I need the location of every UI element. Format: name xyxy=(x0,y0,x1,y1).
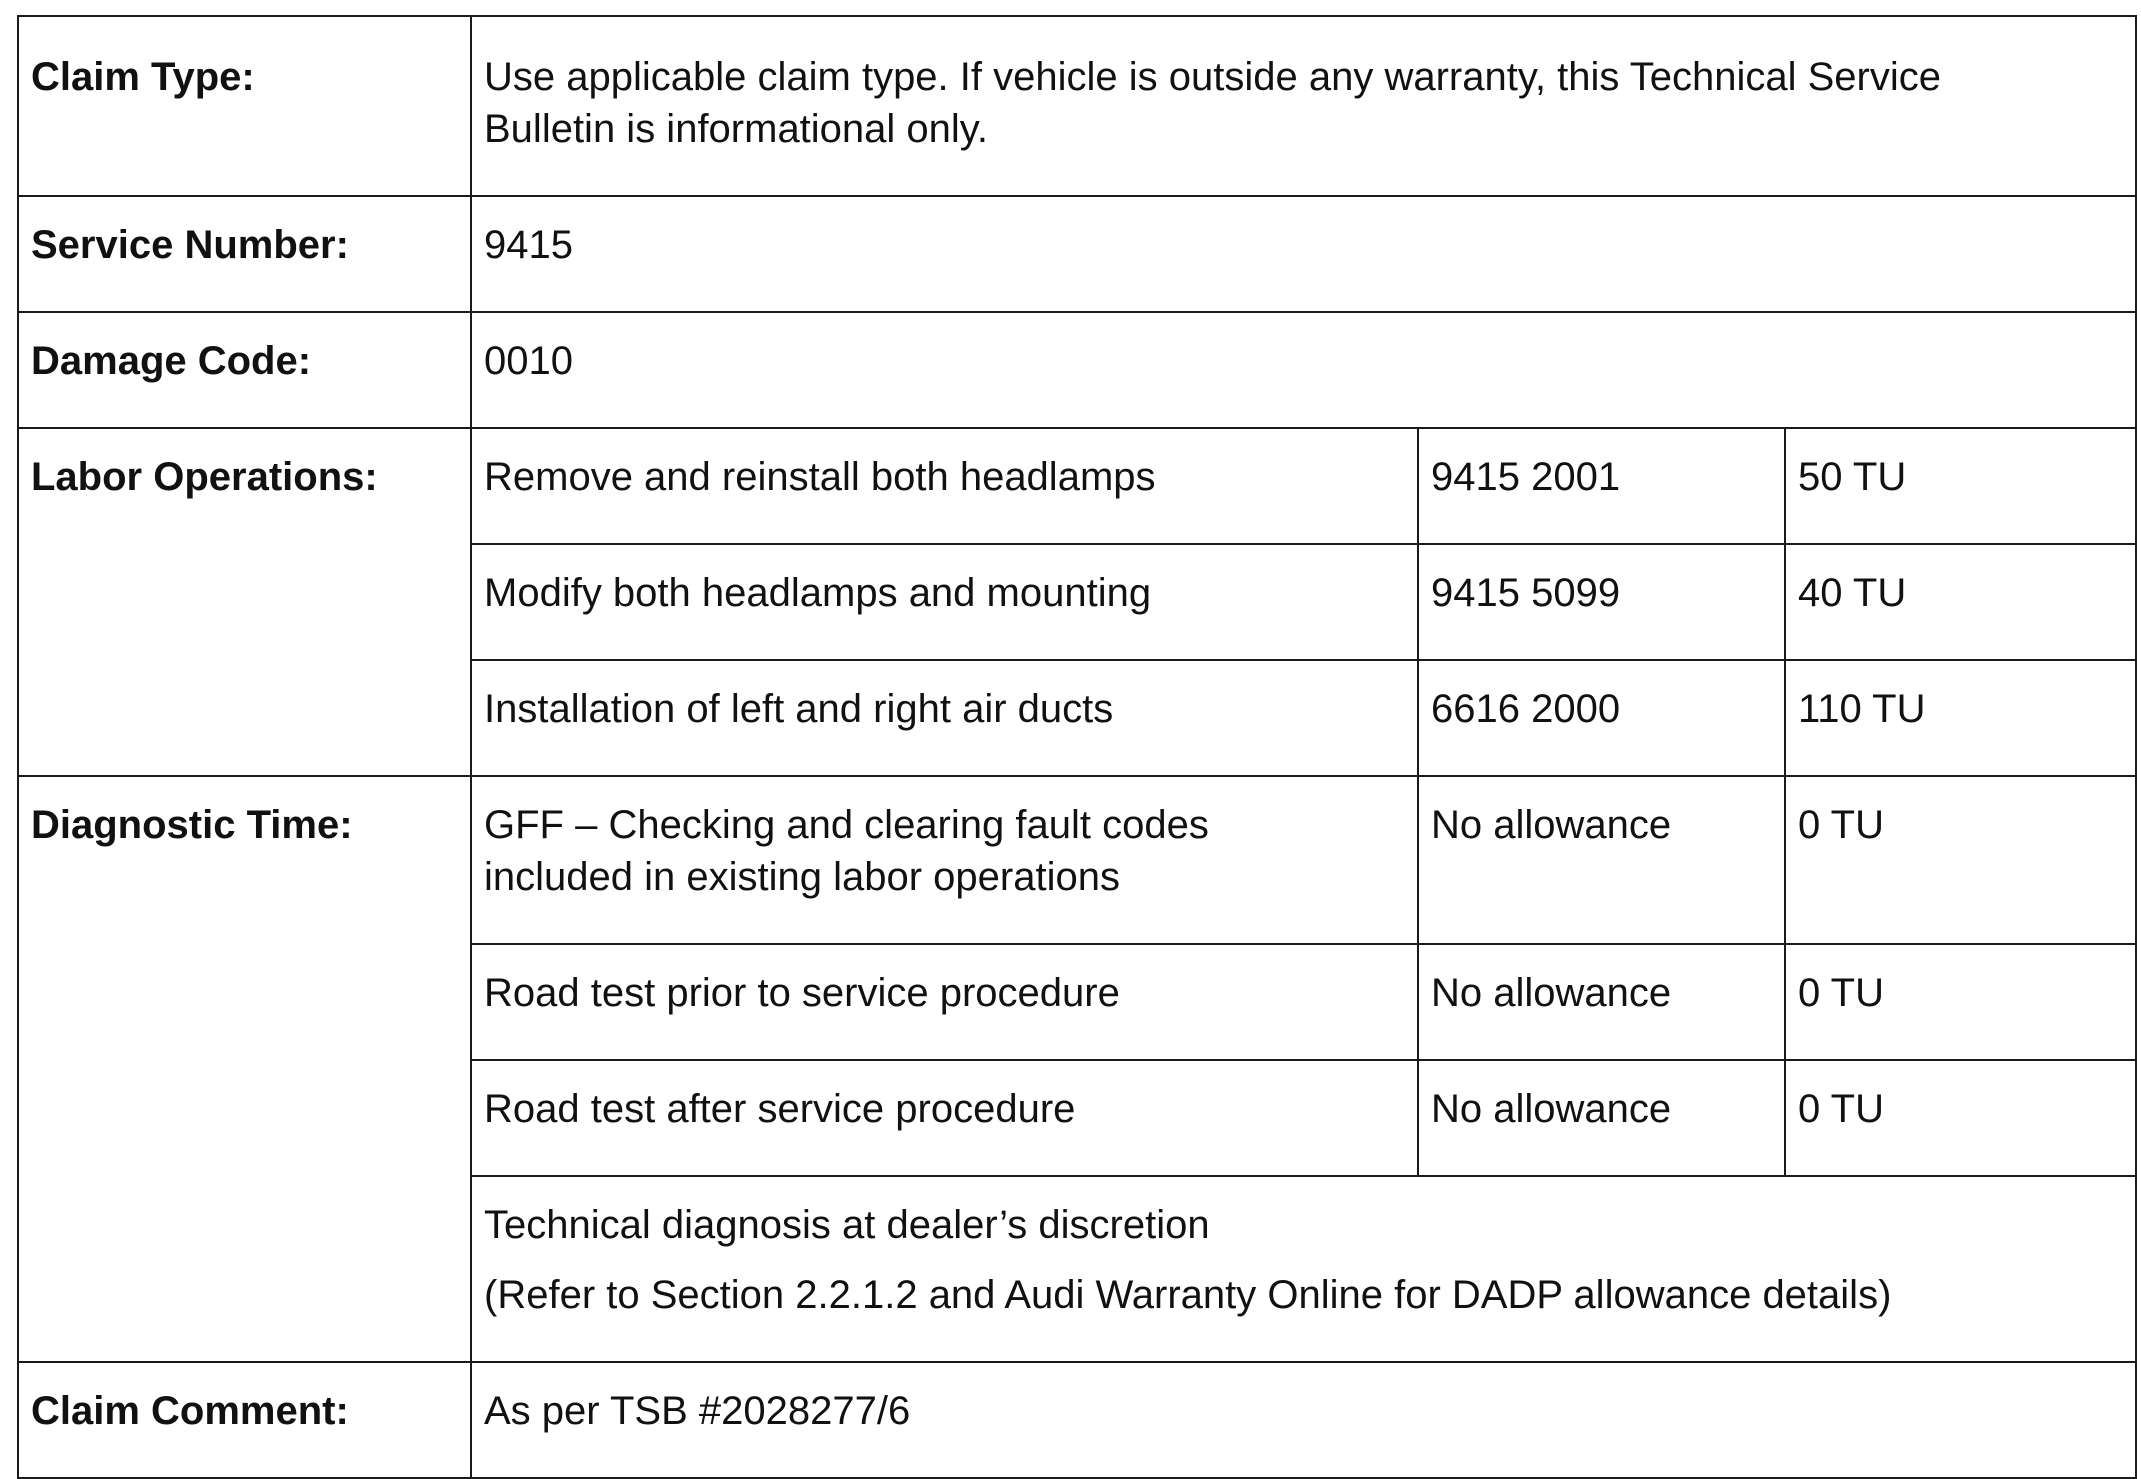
labor-operation-time: 50 TU xyxy=(1785,428,2136,544)
damage-code-label: Damage Code: xyxy=(18,312,471,428)
diagnostic-note-line-1: Technical diagnosis at dealer’s discretion xyxy=(484,1203,1210,1247)
diagnostic-time-row xyxy=(18,776,2136,944)
diagnostic-description: Road test prior to service procedure xyxy=(471,944,1418,1060)
labor-operation-description: Installation of left and right air ducts xyxy=(471,660,1418,776)
service-number-value: 9415 xyxy=(471,196,2136,312)
claim-comment-row xyxy=(18,1362,2136,1478)
diagnostic-note xyxy=(471,1176,2136,1362)
diagnostic-note-line-2: (Refer to Section 2.2.1.2 and Audi Warranty Online for DADP allowance details) xyxy=(484,1273,1892,1317)
damage-code-row xyxy=(18,312,2136,428)
claim-type-value xyxy=(471,16,2136,196)
diagnostic-description: Road test after service procedure xyxy=(471,1060,1418,1176)
diagnostic-time-value: 0 TU xyxy=(1785,1060,2136,1176)
diagnostic-code: No allowance xyxy=(1418,1060,1785,1176)
diagnostic-description xyxy=(471,776,1418,944)
diagnostic-code: No allowance xyxy=(1418,776,1785,944)
service-number-row xyxy=(18,196,2136,312)
labor-operation-description: Remove and reinstall both headlamps xyxy=(471,428,1418,544)
labor-operation-row xyxy=(18,428,2136,544)
diagnostic-time-value: 0 TU xyxy=(1785,944,2136,1060)
claim-type-row xyxy=(18,16,2136,196)
labor-operation-time: 40 TU xyxy=(1785,544,2136,660)
diagnostic-code: No allowance xyxy=(1418,944,1785,1060)
diagnostic-time-value: 0 TU xyxy=(1785,776,2136,944)
damage-code-value: 0010 xyxy=(471,312,2136,428)
labor-operations-label: Labor Operations: xyxy=(18,428,471,776)
claim-comment-label: Claim Comment: xyxy=(18,1362,471,1478)
labor-operation-time: 110 TU xyxy=(1785,660,2136,776)
warranty-claim-table xyxy=(17,15,2137,1479)
claim-type-text-line-1: Use applicable claim type. If vehicle is outside any warranty, this Technical Service xyxy=(484,55,1941,99)
diagnostic-time-label: Diagnostic Time: xyxy=(18,776,471,1362)
labor-operation-code: 9415 2001 xyxy=(1418,428,1785,544)
claim-comment-value: As per TSB #2028277/6 xyxy=(471,1362,2136,1478)
service-number-label: Service Number: xyxy=(18,196,471,312)
labor-operation-code: 9415 5099 xyxy=(1418,544,1785,660)
labor-operation-code: 6616 2000 xyxy=(1418,660,1785,776)
claim-type-text-line-2: Bulletin is informational only. xyxy=(484,107,988,151)
diagnostic-description-line-1: GFF – Checking and clearing fault codes xyxy=(484,803,1209,847)
diagnostic-description-line-2: included in existing labor operations xyxy=(484,855,1120,899)
labor-operation-description: Modify both headlamps and mounting xyxy=(471,544,1418,660)
claim-type-label: Claim Type: xyxy=(18,16,471,196)
